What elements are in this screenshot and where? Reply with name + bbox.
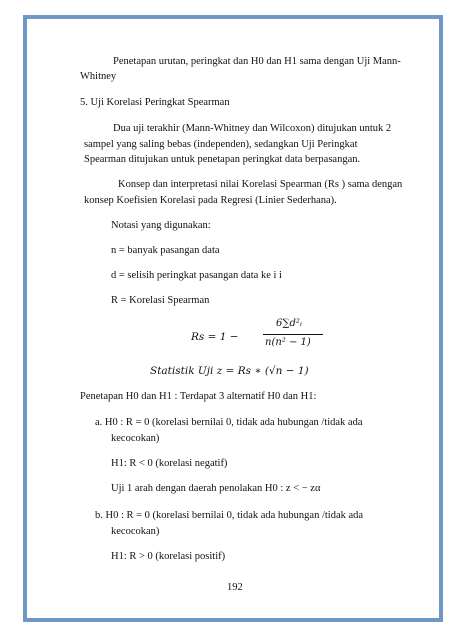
option-a-line: a. H0 : R = 0 (korelasi bernilai 0, tidak ada hubungan /tidak ada [95, 417, 363, 428]
text-line: konsep Koefisien Korelasi pada Regresi (Linier Sederhana). [84, 195, 337, 206]
text-line: Penetapan urutan, peringkat dan H0 dan H1 sama dengan Uji Mann- [113, 56, 401, 67]
definition-n: n = banyak pasangan data [111, 245, 220, 256]
definition-r: R = Korelasi Spearman [111, 295, 210, 306]
option-b-h1: H1: R > 0 (korelasi positif) [111, 551, 226, 562]
text-line: Whitney [80, 71, 117, 82]
option-b-line: b. H0 : R = 0 (korelasi bernilai 0, tidak ada hubungan /tidak ada [95, 510, 364, 521]
text-line: Penetapan H0 dan H1 : Terdapat 3 alternatif H0 dan H1: [80, 391, 317, 402]
text-line: Konsep dan interpretasi nilai Korelasi Spearman (Rs ) sama dengan [118, 179, 403, 190]
text-line: sampel yang saling bebas (independen), sedangkan Uji Peringkat [84, 139, 358, 150]
formula-lhs: Rs = 1 − [191, 331, 239, 343]
text-line: Spearman ditujukan untuk penetapan peringkat data berpasangan. [84, 154, 361, 165]
formula-fraction [263, 318, 323, 354]
section-heading: 5. Uji Korelasi Peringkat Spearman [80, 97, 230, 108]
text-line: Dua uji terakhir (Mann-Whitney dan Wilcoxon) ditujukan untuk 2 [113, 123, 392, 134]
option-a-h1: H1: R < 0 (korelasi negatif) [111, 458, 228, 469]
definition-d: d = selisih peringkat pasangan data ke i i [111, 270, 282, 281]
fraction-bar [263, 334, 323, 335]
formula-denominator: n(n² − 1) [265, 337, 311, 348]
page-number: 192 [227, 582, 243, 593]
option-a-line: kecocokan) [111, 433, 160, 444]
formula-numerator: 6∑d²ᵢ [276, 318, 302, 329]
option-a-rejection: Uji 1 arah dengan daerah penolakan H0 : z < − zα [111, 483, 321, 494]
text-line: Notasi yang digunakan: [111, 220, 211, 231]
option-b-line: kecocokan) [111, 526, 160, 537]
statistik-formula: Statistik Uji z = Rs ∗ (√n − 1) [150, 365, 309, 377]
